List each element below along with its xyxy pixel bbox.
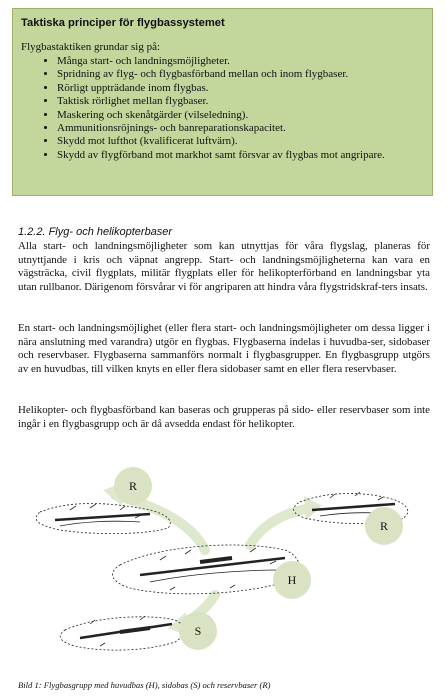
list-item: • Maskering och skenåtgärder (vilseledning). [57, 109, 424, 122]
list-item: • Taktisk rörlighet mellan flygbaser. [57, 95, 424, 108]
figure-caption: Bild 1: Flygbasgrupp med huvudbas (H), sidobas (S) och reservbaser (R) [18, 680, 271, 690]
arrow-to-reserve-right [250, 508, 310, 545]
label-r-left: R [128, 479, 138, 493]
list-item: • Spridning av flyg- och flygbasförband mellan och inom flygbaser. [57, 68, 424, 81]
principles-box [12, 8, 433, 196]
box-title: Taktiska principer för flygbassystemet [21, 17, 225, 29]
paragraph: Helikopter- och flygbasförband kan baseras och grupperas på sido- eller reservbaser som inte ingår i en flygbasgrupp och är då avsedda endast för helikopter. [18, 404, 430, 430]
label-r-right: R [379, 519, 389, 533]
list-item: • Rörligt uppträdande inom flygbas. [57, 82, 424, 95]
list-item: • Skydd av flygförband mot markhot samt försvar av flygbas mot angripare. [57, 149, 424, 162]
airbase-group-illustration [0, 440, 447, 680]
paragraph: En start- och landningsmöjlighet (eller flera start- och landningsmöjligheter om dessa ligger i nära anslutning med varandra) utgör en flygbas. Flygbaserna indelas i huvudba-ser, sidobaser och reservbaser. Flygbaserna sammanförs normalt i flygbasgrupper. En flygbasgrupp utgörs av en huvudbas, till vilken knyts en eller flera sidobaser samt en eller flera reservbaser. [18, 322, 430, 375]
label-s: S [194, 624, 202, 638]
principles-list [21, 55, 424, 162]
list-item: • Skydd mot lufthot (kvalificerat luftvärn). [57, 135, 424, 148]
list-item: • Ammunitionsröjnings- och banreparationskapacitet. [57, 122, 424, 135]
section-heading: 1.2.2. Flyg- och helikopterbaser [18, 226, 173, 238]
side-base-sketch [60, 616, 184, 650]
airbase-group-figure [0, 440, 447, 680]
paragraph: Alla start- och landningsmöjligheter som kan utnyttjas för våra flygslag, planeras för utnyttjande i kris och väpnat angrepp. Start- och landningsmöjligheterna kan vara en vägsträcka, civil flygplats, militär flygplats eller för helikopterförband en landningsbar yta utan rullbanor. Därigenom försvårar vi för angriparen att hindra våra flygstridskraf-ters insats. [18, 240, 430, 293]
list-item: • Många start- och landningsmöjligheter. [57, 55, 424, 68]
arrow-head [304, 496, 322, 520]
box-intro: Flygbastaktiken grundar sig på: [21, 41, 161, 53]
label-h: H [287, 573, 297, 587]
